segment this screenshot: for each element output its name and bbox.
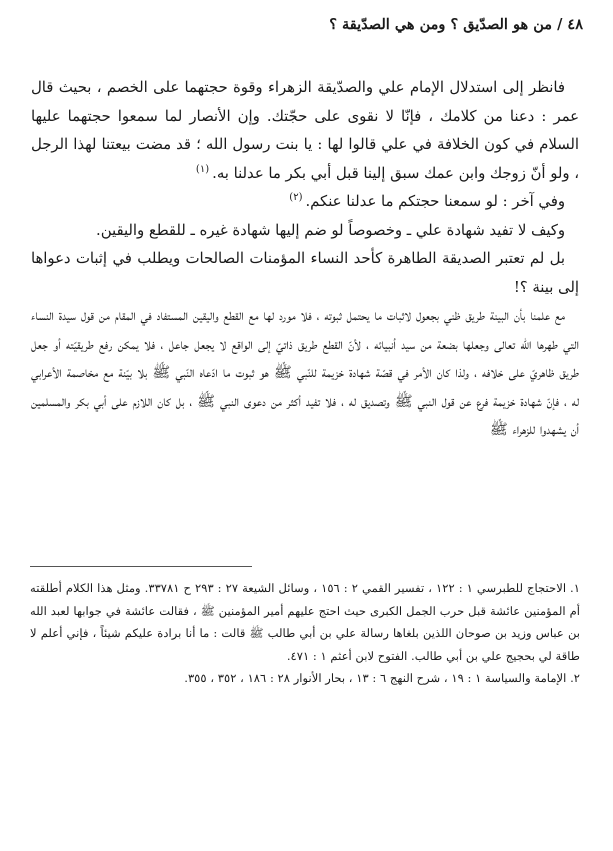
page-number: ٤٨: [567, 16, 583, 33]
header-separator: /: [557, 16, 563, 33]
footnotes: [30, 577, 580, 690]
paragraph: [31, 302, 579, 445]
footnote-reference: (١): [195, 163, 210, 175]
paragraph: [31, 245, 579, 302]
footnote: ١. الاحتجاج للطبرسي ١ : ١٢٢ ، تفسير القمي ٢ : ١٥٦ ، وسائل الشيعة ٢٧ : ٢٩٣ ح ٣٣٧٨١. ومثل هذا الكلام أطلقته أم المؤمنين عائشة قبل حرب الجمل الكبرى حيث احتج عليهم أمير المؤمنين ﷺ ، فقالت عائشة في جوابها لعبد الله بن عباس وزيد بن صوحان اللذين بلغاها رسالة علي بن أبي طالب ﷺ قالت : ما أنا برادة عليكم شيئاً ، فإني أعلم لا طاقة لي بحجيج علي بن أبي طالب. الفتوح لابن أعثم ١ : ٤٧١.: [30, 581, 580, 663]
paragraph-text: مع علمنا بأن البينة طريق ظني بجعول لاثبات ما يحتمل ثبوته ، فلا مورد لها مع القطع واليقين المستفاد في المقام من قول سيدة النساء التي طهرها الله تعالى وجعلها بضعة من سيد أنبيائه ، لأنّ القطع طريق ذاتيّ إلى الواقع لا يجعل جاعل ، فلا يمكن رفع طريقيّته أو جعل طريق ظاهريّ على خلافه ، ولذا كان الأمر في قصّة شهادة خزيمة للنّبي ﷺ هو ثبوت ما ادّعاه النّبي ﷺ بلا بيّنة مع مخاصمة الأعرابي له ، فإنّ شهادة خزيمة فرع عن قول النبي ﷺ وتصديق له ، فلا تفيد أكثر من دعوى النبي ﷺ ، بل كان اللازم على أبي بكر والمسلمين أن يشهدوا للزهراء ﷺ: [31, 307, 579, 438]
paragraph-text: وكيف لا تفيد شهادة علي ـ وخصوصاً لو ضم إليها شهادة غيره ـ للقطع واليقين.: [96, 221, 565, 239]
paragraph-text: وفي آخر : لو سمعنا حجتكم ما عدلنا عنكم.: [305, 193, 565, 210]
paragraph-text: بل لم تعتبر الصديقة الطاهرة كأحد النساء المؤمنات الصالحات ويطلب في إثبات دعواها إلى بينة ؟!: [31, 250, 579, 296]
paragraph: [31, 217, 579, 246]
header-title: من هو الصدّيق ؟ ومن هي الصدّيقة ؟: [329, 16, 552, 33]
main-text: [31, 74, 579, 445]
paragraph: [31, 74, 579, 188]
paragraph: [31, 188, 579, 217]
footnote: ٢. الإمامة والسياسة ١ : ١٩ ، شرح النهج ٦ : ١٣ ، بحار الأنوار ٢٨ : ١٨٦ ، ٣٥٢ ، ٣٥٥.: [184, 671, 580, 685]
paragraph-text: فانظر إلى استدلال الإمام علي والصدّيقة الزهراء وقوة حجتهما على الخصم ، بحيث قال عمر : دعنا من كلامك ، فإنّا لا نقوى على حجّتك. وإن الأنصار لما سمعوا حجتهما عليها السلام في كون الخلافة في علي قالوا لها : يا بنت رسول الله ؛ قد مضت بيعتنا لهذا الرجل ، ولو أنّ زوجك وابن عمك سبق إلينا قبل أبي بكر ما عدلنا به.: [31, 79, 579, 182]
running-header: [30, 16, 583, 33]
footnote-divider: [30, 566, 252, 567]
footnote-reference: (٢): [289, 192, 303, 204]
